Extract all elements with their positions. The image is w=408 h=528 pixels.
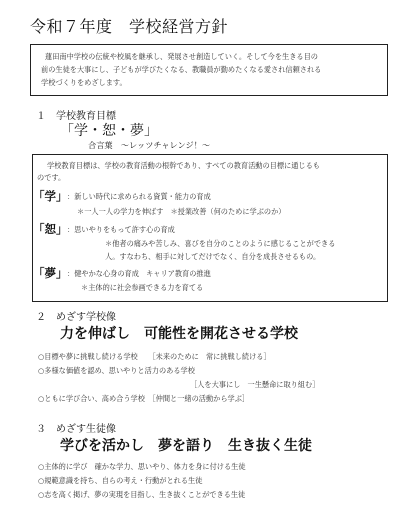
catchphrase: 合言葉 ～レッツチャレンジ！～: [88, 140, 211, 150]
school-vision-item-2-note: ［人を大事にし 一生懸命に取り組む］: [190, 380, 320, 389]
student-vision-item-1: ○主体的に学び 確かな学力、思いやり、体力を身に付ける生徒: [38, 462, 246, 471]
goal-gaku-desc: ：新しい時代に求められる資質・能力の育成: [67, 192, 211, 201]
section3-heading: ３ めざす生徒像: [36, 424, 116, 435]
goal-jo-sub-2: 人。すなわち、相手に対してだけでなく、自分を成長させるもの。: [105, 252, 321, 261]
intro-line-2: 前の生徒を大事にし、子どもが学びたくなる、教職員が勤めたくなる愛され信頼される: [41, 65, 322, 74]
school-vision-item-1: ○目標や夢に挑戦し続ける学校 ［未来のために 常に挑戦し続ける］: [38, 352, 271, 361]
section1-heading: １ 学校教育目標: [36, 111, 116, 122]
goal-jo-desc: ：思いやりをもって許す心の育成: [67, 225, 175, 234]
student-vision-item-2: ○規範意識を持ち、自らの考え・行動がとれる生徒: [38, 476, 203, 485]
intro-line-1: 蓮田南中学校の伝統や校風を継承し、発展させ創造していく。そして今を生きる目の: [45, 52, 318, 61]
intro-line-3: 学校づくりをめざします。: [41, 78, 127, 87]
school-vision-item-3: ○ともに学び合い、高め合う学校 ［仲間と一緒の活動から学ぶ］: [38, 394, 250, 403]
school-vision-item-2: ○多様な価値を認め、思いやりと活力のある学校: [38, 366, 195, 375]
goal-gaku-kanji: 「学」: [33, 189, 68, 203]
goals-lead-2: のです。: [37, 173, 66, 182]
school-motto: 「学・恕・夢」: [60, 123, 158, 139]
student-vision-item-3: ○志を高く掲げ、夢の実現を目指し、生き抜くことができる生徒: [38, 490, 246, 499]
section2-heading: ２ めざす学校像: [36, 312, 116, 323]
page-title: 令和７年度 学校経営方針: [30, 17, 229, 36]
goal-jo-kanji: 「恕」: [33, 222, 68, 236]
student-vision: 学びを活かし 夢を語り 生き抜く生徒: [60, 438, 312, 454]
school-vision: 力を伸ばし 可能性を開花させる学校: [60, 326, 298, 342]
goals-box: [32, 154, 388, 302]
goal-yume-kanji: 「夢」: [33, 266, 68, 280]
goal-jo-sub-1: ＊他者の痛みや苦しみ、喜びを自分のことのように感じることができる: [105, 239, 336, 248]
goal-yume-desc: ：健やかな心身の育成 キャリア教育の推進: [67, 269, 211, 278]
goal-gaku-sub: ＊一人一人の学力を伸ばす ＊授業改善（何のために学ぶのか）: [77, 207, 286, 216]
goal-yume-sub: ＊主体的に社会参画できる力を育てる: [81, 283, 204, 292]
intro-box: [30, 44, 388, 96]
goals-lead-1: 学校教育目標は、学校の教育活動の根幹であり、すべての教育活動の目標に通じるも: [47, 161, 320, 170]
